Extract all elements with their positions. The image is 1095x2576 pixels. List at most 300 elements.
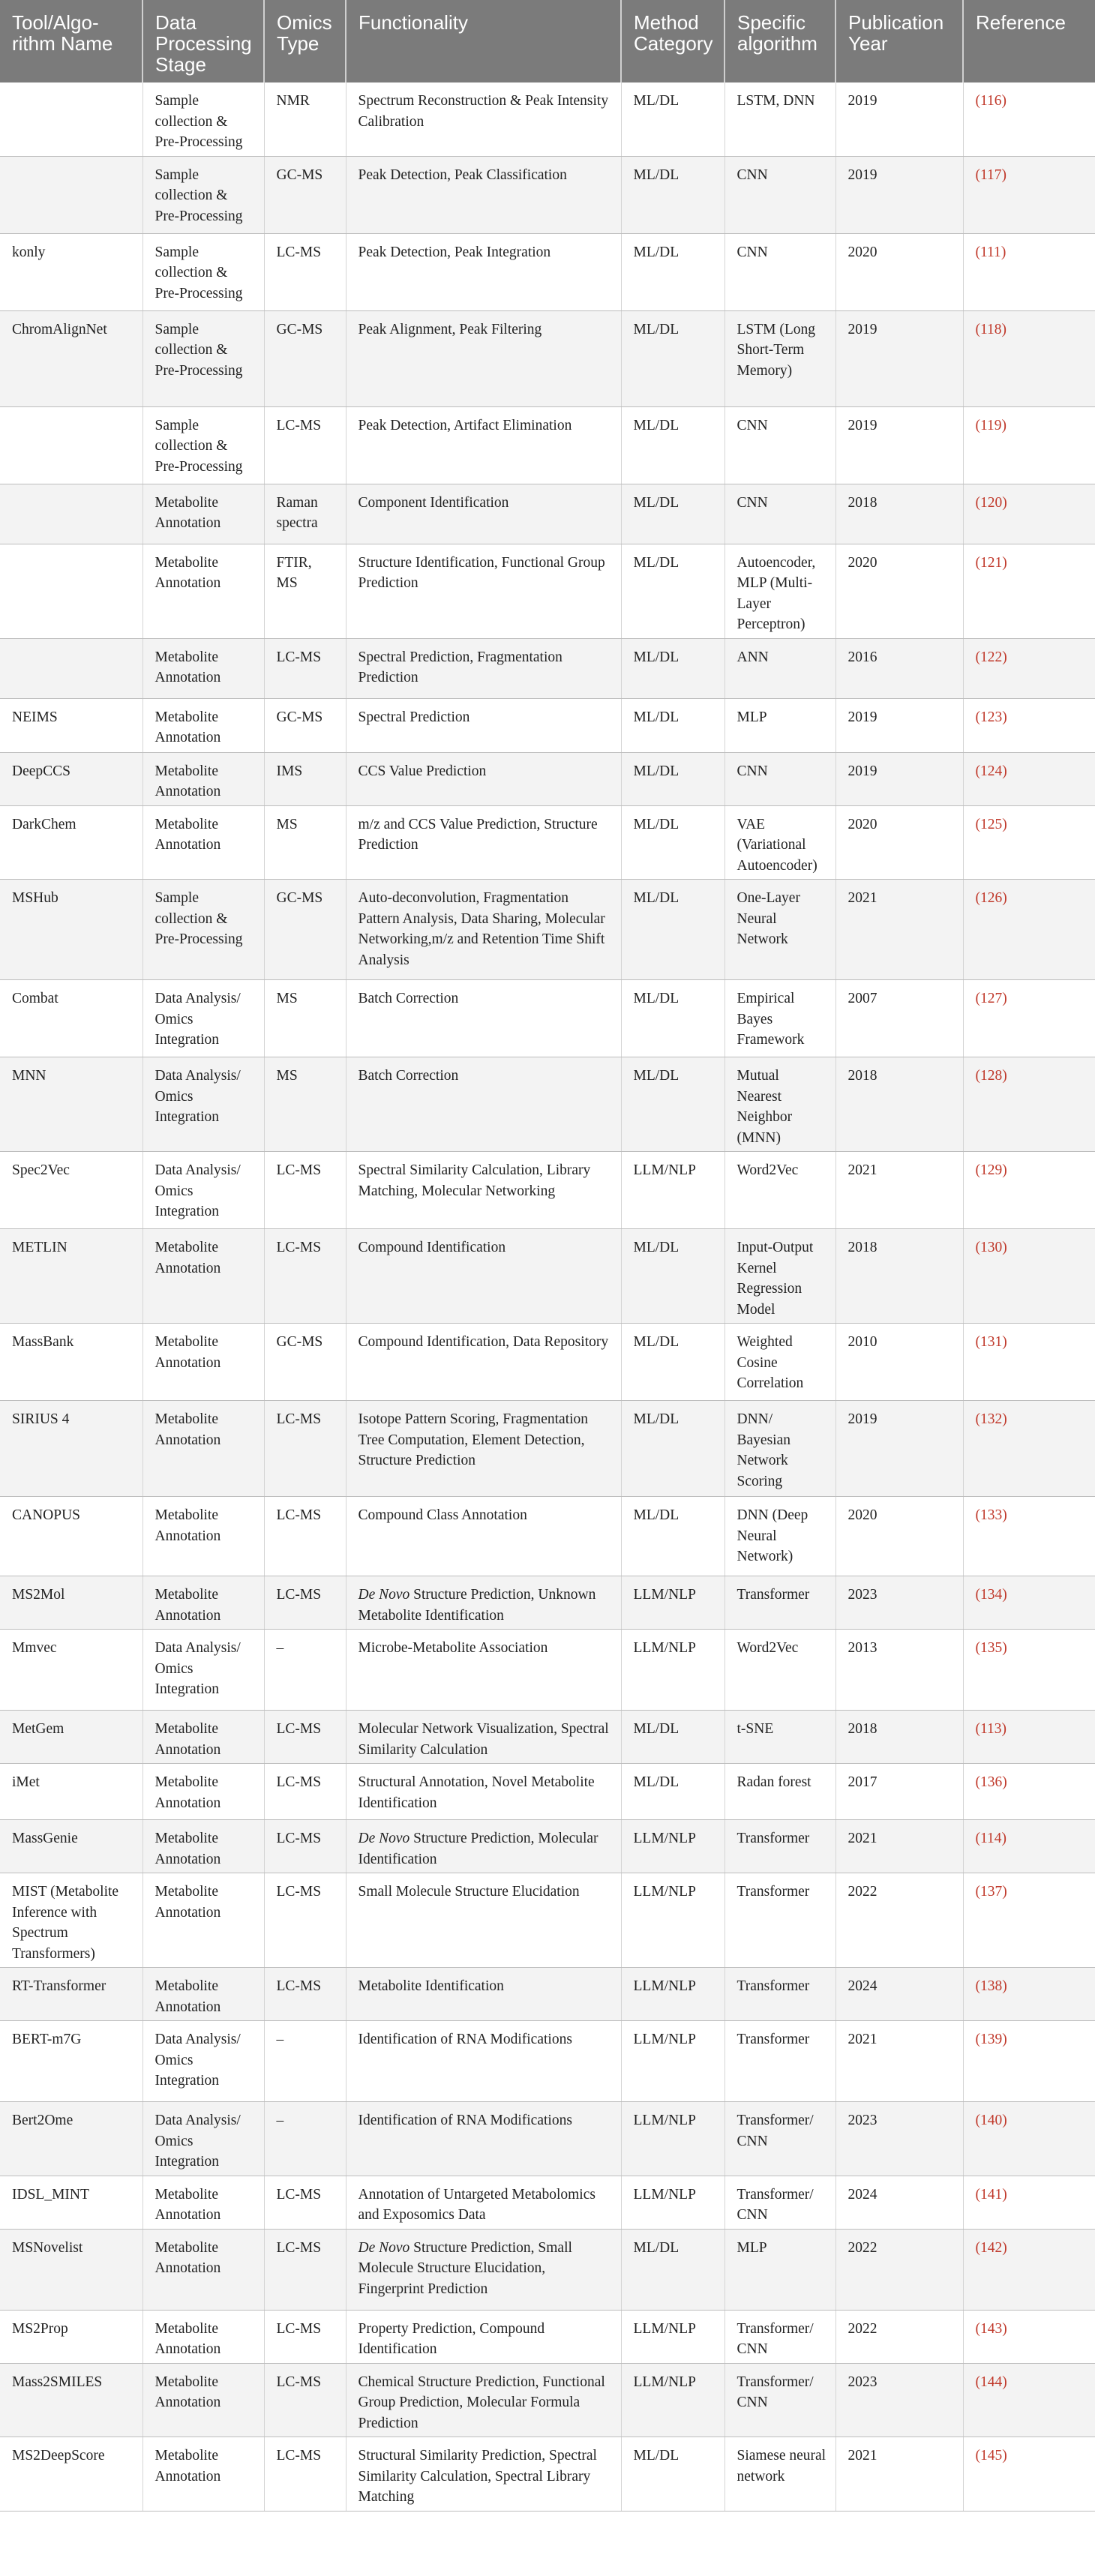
cell-processing-stage: Data Analysis/ Omics Integration	[142, 2021, 264, 2102]
cell-processing-stage: Sample collection & Pre-Processing	[142, 82, 264, 156]
cell-method-category: LLM/NLP	[621, 2176, 724, 2229]
cell-tool-name	[0, 484, 142, 544]
reference-close-paren: )	[1002, 816, 1007, 832]
cell-functionality: Peak Detection, Peak Integration	[346, 233, 621, 310]
cell-publication-year: 2023	[836, 1576, 963, 1630]
cell-functionality: Metabolite Identification	[346, 1968, 621, 2021]
reference-open-paren: (	[975, 816, 980, 832]
table-row	[0, 406, 1095, 484]
reference-open-paren: (	[975, 890, 980, 906]
cell-reference	[963, 1820, 1095, 1873]
cell-functionality: Batch Correction	[346, 980, 621, 1057]
cell-omics-type: LC-MS	[264, 2310, 346, 2363]
cell-specific-algorithm: Transformer	[724, 1968, 836, 2021]
reference-link[interactable]: 120	[980, 494, 1003, 511]
reference-link[interactable]: 135	[980, 1640, 1003, 1656]
cell-publication-year: 2019	[836, 156, 963, 233]
cell-tool-name: DarkChem	[0, 805, 142, 880]
table-row	[0, 2021, 1095, 2102]
cell-reference	[963, 1497, 1095, 1576]
cell-omics-type: LC-MS	[264, 233, 346, 310]
cell-functionality: Compound Identification	[346, 1229, 621, 1324]
cell-specific-algorithm: Input-Output Kernel Regression Model	[724, 1229, 836, 1324]
reference-close-paren: )	[1001, 166, 1007, 183]
reference-link[interactable]: 128	[980, 1068, 1003, 1084]
reference-close-paren: )	[1002, 1411, 1007, 1427]
cell-processing-stage: Data Analysis/ Omics Integration	[142, 1152, 264, 1229]
cell-reference	[963, 310, 1095, 406]
cell-publication-year: 2018	[836, 1057, 963, 1152]
reference-close-paren: )	[1002, 2374, 1007, 2390]
cell-tool-name: MSHub	[0, 880, 142, 980]
table-row	[0, 544, 1095, 638]
cell-reference	[963, 1057, 1095, 1152]
cell-functionality: m/z and CCS Value Prediction, Structure Prediction	[346, 805, 621, 880]
reference-open-paren: (	[975, 2186, 980, 2203]
reference-link[interactable]: 119	[980, 417, 1002, 433]
reference-close-paren: )	[1002, 2186, 1007, 2203]
reference-close-paren: )	[1002, 649, 1007, 665]
cell-omics-type: LC-MS	[264, 1497, 346, 1576]
cell-functionality: Small Molecule Structure Elucidation	[346, 1873, 621, 1968]
functionality-italic: De Novo	[358, 1831, 410, 1846]
cell-publication-year: 2022	[836, 2310, 963, 2363]
functionality-text: Structure Prediction, Small Molecule Structure Elucidation, Fingerprint Prediction	[358, 2239, 576, 2297]
cell-specific-algorithm: Weighted Cosine Correlation	[724, 1324, 836, 1401]
reference-close-paren: )	[1002, 2239, 1007, 2256]
cell-specific-algorithm: Mutual Nearest Neighbor (MNN)	[724, 1057, 836, 1152]
reference-link[interactable]: 116	[980, 93, 1002, 109]
cell-tool-name	[0, 82, 142, 156]
reference-close-paren: )	[1001, 417, 1007, 433]
cell-omics-type: LC-MS	[264, 1968, 346, 2021]
table-row	[0, 980, 1095, 1057]
cell-processing-stage: Data Analysis/ Omics Integration	[142, 2102, 264, 2176]
cell-specific-algorithm: One-Layer Neural Network	[724, 880, 836, 980]
reference-open-paren: (	[975, 2374, 980, 2390]
table-row	[0, 1764, 1095, 1820]
cell-publication-year: 2021	[836, 2021, 963, 2102]
cell-specific-algorithm: VAE (Variational Autoencoder)	[724, 805, 836, 880]
reference-close-paren: )	[1002, 2448, 1007, 2464]
reference-link[interactable]: 117	[980, 166, 1002, 183]
cell-method-category: LLM/NLP	[621, 1873, 724, 1968]
cell-publication-year: 2022	[836, 2229, 963, 2310]
cell-specific-algorithm: LSTM, DNN	[724, 82, 836, 156]
cell-specific-algorithm: Transformer	[724, 1873, 836, 1968]
cell-tool-name: MassBank	[0, 1324, 142, 1401]
cell-method-category: ML/DL	[621, 698, 724, 752]
cell-specific-algorithm: Transformer/ CNN	[724, 2176, 836, 2229]
cell-functionality: Structural Annotation, Novel Metabolite Identification	[346, 1764, 621, 1820]
cell-publication-year: 2019	[836, 310, 963, 406]
cell-tool-name: konly	[0, 233, 142, 310]
reference-link[interactable]: 141	[980, 2186, 1003, 2203]
reference-open-paren: (	[975, 244, 980, 260]
cell-omics-type: LC-MS	[264, 1576, 346, 1630]
reference-open-paren: (	[975, 991, 980, 1006]
reference-link[interactable]: 138	[980, 1978, 1003, 1994]
cell-method-category: ML/DL	[621, 805, 724, 880]
cell-reference	[963, 1711, 1095, 1764]
table-row	[0, 1401, 1095, 1497]
cell-publication-year: 2023	[836, 2363, 963, 2437]
reference-open-paren: (	[975, 321, 980, 337]
table-row	[0, 1711, 1095, 1764]
reference-link[interactable]: 132	[980, 1411, 1003, 1427]
reference-close-paren: )	[1002, 1587, 1007, 1603]
reference-open-paren: (	[975, 2320, 980, 2337]
cell-method-category: ML/DL	[621, 233, 724, 310]
cell-publication-year: 2018	[836, 1229, 963, 1324]
cell-tool-name: MNN	[0, 1057, 142, 1152]
cell-functionality: Identification of RNA Modifications	[346, 2102, 621, 2176]
cell-specific-algorithm: Word2Vec	[724, 1630, 836, 1711]
cell-reference	[963, 82, 1095, 156]
reference-close-paren: )	[1002, 494, 1007, 511]
cell-method-category: ML/DL	[621, 980, 724, 1057]
reference-link[interactable]: 124	[980, 763, 1003, 779]
cell-processing-stage: Sample collection & Pre-Processing	[142, 233, 264, 310]
cell-publication-year: 2018	[836, 484, 963, 544]
reference-link[interactable]: 129	[980, 1162, 1003, 1178]
cell-processing-stage: Metabolite Annotation	[142, 805, 264, 880]
cell-reference	[963, 233, 1095, 310]
functionality-text: Structure Prediction, Unknown Metabolite Identification	[358, 1587, 600, 1624]
cell-method-category: ML/DL	[621, 310, 724, 406]
table-row	[0, 2176, 1095, 2229]
cell-omics-type: GC-MS	[264, 698, 346, 752]
cell-tool-name: Combat	[0, 980, 142, 1057]
cell-tool-name: MIST (Metabolite Inference with Spectrum Transformers)	[0, 1873, 142, 1968]
cell-publication-year: 2019	[836, 406, 963, 484]
reference-close-paren: )	[1001, 321, 1007, 337]
cell-reference	[963, 2437, 1095, 2512]
cell-omics-type: GC-MS	[264, 156, 346, 233]
reference-link[interactable]: 118	[980, 321, 1002, 337]
cell-processing-stage: Metabolite Annotation	[142, 2176, 264, 2229]
cell-specific-algorithm: Transformer/ CNN	[724, 2102, 836, 2176]
cell-omics-type: MS	[264, 805, 346, 880]
reference-link[interactable]: 139	[980, 2032, 1003, 2047]
reference-link[interactable]: 143	[980, 2320, 1003, 2337]
cell-tool-name: Bert2Ome	[0, 2102, 142, 2176]
cell-functionality: Peak Alignment, Peak Filtering	[346, 310, 621, 406]
table-row	[0, 1820, 1095, 1873]
cell-reference	[963, 2176, 1095, 2229]
cell-reference	[963, 698, 1095, 752]
cell-reference	[963, 880, 1095, 980]
cell-specific-algorithm: CNN	[724, 752, 836, 805]
cell-processing-stage: Metabolite Annotation	[142, 1820, 264, 1873]
cell-publication-year: 2020	[836, 544, 963, 638]
cell-reference	[963, 2102, 1095, 2176]
cell-reference	[963, 805, 1095, 880]
cell-specific-algorithm: CNN	[724, 484, 836, 544]
cell-publication-year: 2010	[836, 1324, 963, 1401]
cell-publication-year: 2020	[836, 805, 963, 880]
cell-omics-type: MS	[264, 1057, 346, 1152]
cell-tool-name: NEIMS	[0, 698, 142, 752]
cell-method-category: LLM/NLP	[621, 2102, 724, 2176]
reference-open-paren: (	[975, 554, 980, 571]
cell-specific-algorithm: DNN/ Bayesian Network Scoring	[724, 1401, 836, 1497]
cell-publication-year: 2019	[836, 698, 963, 752]
cell-functionality: Molecular Network Visualization, Spectral Similarity Calculation	[346, 1711, 621, 1764]
reference-open-paren: (	[975, 1068, 980, 1084]
cell-method-category: ML/DL	[621, 1764, 724, 1820]
cell-method-category: ML/DL	[621, 638, 724, 698]
reference-link[interactable]: 127	[980, 991, 1003, 1006]
reference-link[interactable]: 131	[980, 1334, 1003, 1350]
cell-omics-type: LC-MS	[264, 1873, 346, 1968]
reference-open-paren: (	[975, 1978, 980, 1994]
reference-close-paren: )	[1002, 2032, 1007, 2047]
cell-processing-stage: Metabolite Annotation	[142, 1229, 264, 1324]
header-method-category: Method Category	[621, 0, 724, 82]
table-body	[0, 82, 1095, 2511]
reference-open-paren: (	[975, 1884, 980, 1900]
table-row	[0, 880, 1095, 980]
cell-specific-algorithm: Transformer	[724, 1576, 836, 1630]
cell-method-category: ML/DL	[621, 1324, 724, 1401]
cell-publication-year: 2020	[836, 1497, 963, 1576]
cell-functionality: Structure Identification, Functional Group Prediction	[346, 544, 621, 638]
cell-specific-algorithm: DNN (Deep Neural Network)	[724, 1497, 836, 1576]
table-row	[0, 156, 1095, 233]
cell-specific-algorithm: Autoencoder, MLP (Multi-Layer Perceptron)	[724, 544, 836, 638]
cell-processing-stage: Data Analysis/ Omics Integration	[142, 980, 264, 1057]
cell-tool-name: METLIN	[0, 1229, 142, 1324]
reference-link[interactable]: 122	[980, 649, 1003, 665]
reference-close-paren: )	[1001, 1831, 1007, 1846]
cell-tool-name: MSNovelist	[0, 2229, 142, 2310]
cell-processing-stage: Metabolite Annotation	[142, 1401, 264, 1497]
reference-link[interactable]: 130	[980, 1240, 1003, 1255]
cell-publication-year: 2007	[836, 980, 963, 1057]
reference-close-paren: )	[1002, 1884, 1007, 1900]
table-row	[0, 2310, 1095, 2363]
cell-processing-stage: Sample collection & Pre-Processing	[142, 406, 264, 484]
cell-reference	[963, 484, 1095, 544]
reference-link[interactable]: 142	[980, 2239, 1003, 2256]
cell-omics-type: FTIR, MS	[264, 544, 346, 638]
cell-tool-name: DeepCCS	[0, 752, 142, 805]
cell-tool-name: MS2Prop	[0, 2310, 142, 2363]
cell-functionality: Annotation of Untargeted Metabolomics and Exposomics Data	[346, 2176, 621, 2229]
reference-open-paren: (	[975, 494, 980, 511]
header-functionality: Functionality	[346, 0, 621, 82]
reference-link[interactable]: 134	[980, 1587, 1003, 1603]
reference-link[interactable]: 126	[980, 890, 1003, 906]
cell-publication-year: 2019	[836, 752, 963, 805]
cell-reference	[963, 156, 1095, 233]
cell-method-category: LLM/NLP	[621, 2310, 724, 2363]
cell-processing-stage: Metabolite Annotation	[142, 1873, 264, 1968]
reference-link[interactable]: 136	[980, 1774, 1003, 1790]
header-specific-algorithm: Specific algorithm	[724, 0, 836, 82]
cell-functionality: Peak Detection, Peak Classification	[346, 156, 621, 233]
cell-functionality: Chemical Structure Prediction, Functional Group Prediction, Molecular Formula Prediction	[346, 2363, 621, 2437]
reference-link[interactable]: 121	[980, 554, 1003, 571]
cell-tool-name: IDSL_MINT	[0, 2176, 142, 2229]
cell-functionality	[346, 1576, 621, 1630]
cell-method-category: ML/DL	[621, 2229, 724, 2310]
reference-link[interactable]: 113	[980, 1721, 1002, 1737]
cell-reference	[963, 1764, 1095, 1820]
cell-omics-type: GC-MS	[264, 880, 346, 980]
cell-omics-type: Raman spectra	[264, 484, 346, 544]
cell-specific-algorithm: CNN	[724, 156, 836, 233]
reference-link[interactable]: 144	[980, 2374, 1003, 2390]
cell-tool-name: MS2DeepScore	[0, 2437, 142, 2512]
cell-functionality: Compound Class Annotation	[346, 1497, 621, 1576]
cell-functionality: Spectrum Reconstruction & Peak Intensity Calibration	[346, 82, 621, 156]
cell-specific-algorithm: CNN	[724, 233, 836, 310]
cell-functionality: Property Prediction, Compound Identification	[346, 2310, 621, 2363]
cell-omics-type: LC-MS	[264, 406, 346, 484]
cell-functionality: Spectral Prediction, Fragmentation Prediction	[346, 638, 621, 698]
header-reference: Reference	[963, 0, 1095, 82]
header-row	[0, 0, 1095, 82]
cell-method-category: ML/DL	[621, 484, 724, 544]
reference-close-paren: )	[1002, 1068, 1007, 1084]
reference-open-paren: (	[975, 1240, 980, 1255]
cell-specific-algorithm: Transformer/ CNN	[724, 2363, 836, 2437]
cell-omics-type: IMS	[264, 752, 346, 805]
cell-publication-year: 2018	[836, 1711, 963, 1764]
cell-omics-type: GC-MS	[264, 1324, 346, 1401]
cell-publication-year: 2024	[836, 1968, 963, 2021]
reference-open-paren: (	[975, 1831, 980, 1846]
cell-publication-year: 2021	[836, 1152, 963, 1229]
table-row	[0, 2102, 1095, 2176]
cell-reference	[963, 2310, 1095, 2363]
cell-omics-type: GC-MS	[264, 310, 346, 406]
reference-link[interactable]: 114	[980, 1831, 1002, 1846]
cell-processing-stage: Metabolite Annotation	[142, 752, 264, 805]
cell-processing-stage: Data Analysis/ Omics Integration	[142, 1630, 264, 1711]
reference-close-paren: )	[1001, 1721, 1007, 1737]
cell-functionality: Peak Detection, Artifact Elimination	[346, 406, 621, 484]
table-row	[0, 82, 1095, 156]
table-row	[0, 752, 1095, 805]
cell-processing-stage: Metabolite Annotation	[142, 1497, 264, 1576]
cell-reference	[963, 1152, 1095, 1229]
cell-tool-name: RT-Transformer	[0, 1968, 142, 2021]
cell-omics-type: LC-MS	[264, 638, 346, 698]
cell-publication-year: 2021	[836, 1820, 963, 1873]
reference-open-paren: (	[975, 2239, 980, 2256]
cell-specific-algorithm: Empirical Bayes Framework	[724, 980, 836, 1057]
reference-open-paren: (	[975, 417, 980, 433]
cell-reference	[963, 1630, 1095, 1711]
cell-processing-stage: Metabolite Annotation	[142, 1324, 264, 1401]
cell-publication-year: 2020	[836, 233, 963, 310]
cell-specific-algorithm: ANN	[724, 638, 836, 698]
reference-link[interactable]: 111	[980, 244, 1001, 260]
reference-link[interactable]: 133	[980, 1507, 1003, 1523]
table-row	[0, 1497, 1095, 1576]
cell-method-category: ML/DL	[621, 1229, 724, 1324]
cell-publication-year: 2016	[836, 638, 963, 698]
table-row	[0, 1152, 1095, 1229]
reference-link[interactable]: 145	[980, 2448, 1003, 2464]
cell-processing-stage: Metabolite Annotation	[142, 1711, 264, 1764]
cell-method-category: ML/DL	[621, 1497, 724, 1576]
cell-processing-stage: Metabolite Annotation	[142, 638, 264, 698]
functionality-italic: De Novo	[358, 1587, 410, 1603]
cell-method-category: ML/DL	[621, 1057, 724, 1152]
cell-specific-algorithm: Word2Vec	[724, 1152, 836, 1229]
cell-functionality: Compound Identification, Data Repository	[346, 1324, 621, 1401]
table-row	[0, 233, 1095, 310]
table-row	[0, 2437, 1095, 2512]
reference-close-paren: )	[1002, 1978, 1007, 1994]
cell-method-category: LLM/NLP	[621, 1576, 724, 1630]
header-tool-name: Tool/Algo-rithm Name	[0, 0, 142, 82]
cell-publication-year: 2013	[836, 1630, 963, 1711]
cell-processing-stage: Data Analysis/ Omics Integration	[142, 1057, 264, 1152]
cell-processing-stage: Sample collection & Pre-Processing	[142, 310, 264, 406]
cell-reference	[963, 1873, 1095, 1968]
reference-close-paren: )	[1002, 1240, 1007, 1255]
cell-specific-algorithm: Siamese neural network	[724, 2437, 836, 2512]
cell-tool-name: CANOPUS	[0, 1497, 142, 1576]
reference-close-paren: )	[1002, 2113, 1007, 2128]
cell-functionality: Spectral Prediction	[346, 698, 621, 752]
cell-method-category: ML/DL	[621, 880, 724, 980]
reference-close-paren: )	[1002, 1640, 1007, 1656]
cell-tool-name	[0, 544, 142, 638]
cell-publication-year: 2023	[836, 2102, 963, 2176]
reference-link[interactable]: 140	[980, 2113, 1003, 2128]
reference-close-paren: )	[1002, 1507, 1007, 1523]
cell-tool-name: Mass2SMILES	[0, 2363, 142, 2437]
cell-processing-stage: Sample collection & Pre-Processing	[142, 880, 264, 980]
cell-omics-type: MS	[264, 980, 346, 1057]
cell-publication-year: 2021	[836, 880, 963, 980]
cell-method-category: ML/DL	[621, 156, 724, 233]
cell-processing-stage: Metabolite Annotation	[142, 1764, 264, 1820]
reference-link[interactable]: 125	[980, 816, 1003, 832]
reference-close-paren: )	[1002, 763, 1007, 779]
cell-reference	[963, 544, 1095, 638]
cell-publication-year: 2019	[836, 1401, 963, 1497]
cell-specific-algorithm: LSTM (Long Short-Term Memory)	[724, 310, 836, 406]
cell-omics-type: LC-MS	[264, 1711, 346, 1764]
cell-processing-stage: Metabolite Annotation	[142, 544, 264, 638]
cell-omics-type: NMR	[264, 82, 346, 156]
functionality-text: Structure Prediction, Molecular Identification	[358, 1831, 602, 1867]
cell-tool-name: MassGenie	[0, 1820, 142, 1873]
table-header	[0, 0, 1095, 82]
cell-processing-stage: Metabolite Annotation	[142, 1968, 264, 2021]
reference-open-paren: (	[975, 1587, 980, 1603]
cell-processing-stage: Metabolite Annotation	[142, 2437, 264, 2512]
reference-close-paren: )	[1002, 1334, 1007, 1350]
reference-close-paren: )	[1000, 244, 1006, 260]
cell-tool-name: ChromAlignNet	[0, 310, 142, 406]
cell-tool-name	[0, 638, 142, 698]
reference-link[interactable]: 137	[980, 1884, 1003, 1900]
reference-link[interactable]: 123	[980, 709, 1003, 725]
cell-reference	[963, 1324, 1095, 1401]
cell-method-category: ML/DL	[621, 406, 724, 484]
cell-reference	[963, 752, 1095, 805]
cell-publication-year: 2024	[836, 2176, 963, 2229]
reference-close-paren: )	[1002, 554, 1007, 571]
